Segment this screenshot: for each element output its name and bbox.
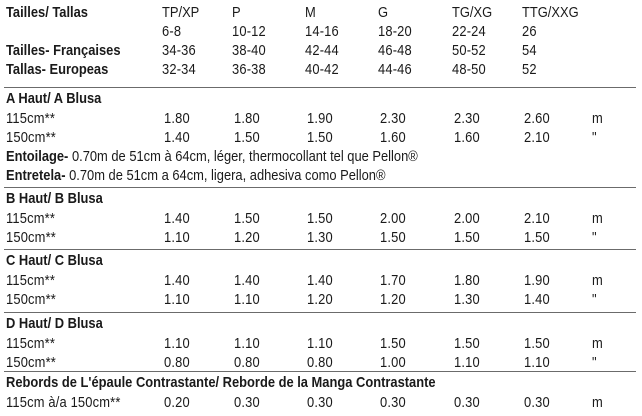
row-label-2-0: 115cm**	[6, 272, 56, 289]
value-2-0-0: 1.40	[164, 272, 190, 289]
unit-1-1: "	[592, 229, 597, 246]
size-eu-4: 48-50	[452, 61, 486, 78]
size-code-1: P	[232, 4, 241, 21]
interfacing-note-0	[6, 148, 418, 165]
value-1-0-1: 1.50	[234, 210, 260, 227]
interfacing-note-1	[6, 167, 385, 184]
size-eu-2: 40-42	[305, 61, 339, 78]
value-4-0-5: 0.30	[524, 394, 550, 411]
size-fr-4: 50-52	[452, 42, 486, 59]
value-2-0-1: 1.40	[234, 272, 260, 289]
value-4-0-4: 0.30	[454, 394, 480, 411]
size-range-0: 6-8	[162, 23, 182, 40]
value-3-1-5: 1.10	[524, 354, 550, 371]
section-title-1: B Haut/ B Blusa	[6, 190, 103, 207]
unit-2-0: m	[592, 272, 603, 289]
unit-3-0: m	[592, 335, 603, 352]
section-title-2: C Haut/ C Blusa	[6, 252, 103, 269]
size-code-2: M	[305, 4, 316, 21]
note-text: 0.70m de 51cm à 64cm, léger, thermocollant tel que Pellon®	[68, 148, 418, 165]
value-1-0-2: 1.50	[307, 210, 333, 227]
sizes-label: Tailles/ Tallas	[6, 4, 88, 21]
value-2-1-2: 1.20	[307, 291, 333, 308]
value-0-0-4: 2.30	[454, 110, 480, 127]
size-range-4: 22-24	[452, 23, 486, 40]
row-label-1-1: 150cm**	[6, 229, 56, 246]
value-2-1-4: 1.30	[454, 291, 480, 308]
size-range-1: 10-12	[232, 23, 266, 40]
value-2-0-4: 1.80	[454, 272, 480, 289]
value-4-0-1: 0.30	[234, 394, 260, 411]
value-3-1-2: 0.80	[307, 354, 333, 371]
value-3-0-5: 1.50	[524, 335, 550, 352]
value-1-1-1: 1.20	[234, 229, 260, 246]
size-code-4: TG/XG	[452, 4, 493, 21]
section-title-4: Rebords de L'épaule Contrastante/ Reborde de la Manga Contrastante	[6, 374, 436, 391]
size-eu-3: 44-46	[378, 61, 412, 78]
value-2-0-5: 1.90	[524, 272, 550, 289]
section-divider	[4, 371, 636, 372]
unit-3-1: "	[592, 354, 597, 371]
value-1-1-2: 1.30	[307, 229, 333, 246]
value-3-0-2: 1.10	[307, 335, 333, 352]
section-title-0: A Haut/ A Blusa	[6, 90, 102, 107]
size-fr-1: 38-40	[232, 42, 266, 59]
section-divider	[4, 312, 636, 313]
value-0-1-4: 1.60	[454, 129, 480, 146]
value-1-1-3: 1.50	[380, 229, 406, 246]
size-fr-5: 54	[522, 42, 537, 59]
value-2-0-2: 1.40	[307, 272, 333, 289]
value-4-0-2: 0.30	[307, 394, 333, 411]
value-0-0-5: 2.60	[524, 110, 550, 127]
size-code-5: TTG/XXG	[522, 4, 579, 21]
value-0-0-0: 1.80	[164, 110, 190, 127]
value-0-1-3: 1.60	[380, 129, 406, 146]
section-divider	[4, 87, 636, 88]
unit-4-0: m	[592, 394, 603, 411]
row-label-0-0: 115cm**	[6, 110, 56, 127]
note-text: 0.70m de 51cm a 64cm, ligera, adhesiva como Pellon®	[65, 167, 386, 184]
value-3-1-0: 0.80	[164, 354, 190, 371]
value-0-0-2: 1.90	[307, 110, 333, 127]
value-2-1-5: 1.40	[524, 291, 550, 308]
value-3-0-4: 1.50	[454, 335, 480, 352]
value-2-1-3: 1.20	[380, 291, 406, 308]
row-label-4-0: 115cm à/a 150cm**	[6, 394, 121, 411]
size-range-2: 14-16	[305, 23, 339, 40]
value-1-0-0: 1.40	[164, 210, 190, 227]
size-range-3: 18-20	[378, 23, 412, 40]
spanish-sizes-label: Tallas- Europeas	[6, 61, 109, 78]
value-0-1-5: 2.10	[524, 129, 550, 146]
value-1-1-4: 1.50	[454, 229, 480, 246]
size-fr-2: 42-44	[305, 42, 339, 59]
value-3-1-4: 1.10	[454, 354, 480, 371]
value-2-1-0: 1.10	[164, 291, 190, 308]
size-fr-0: 34-36	[162, 42, 196, 59]
value-1-0-4: 2.00	[454, 210, 480, 227]
size-code-3: G	[378, 4, 389, 21]
value-3-1-1: 0.80	[234, 354, 260, 371]
row-label-3-0: 115cm**	[6, 335, 56, 352]
unit-0-0: m	[592, 110, 603, 127]
size-range-5: 26	[522, 23, 537, 40]
unit-0-1: "	[592, 129, 597, 146]
section-divider	[4, 249, 636, 250]
unit-2-1: "	[592, 291, 597, 308]
size-eu-0: 32-34	[162, 61, 196, 78]
value-1-1-5: 1.50	[524, 229, 550, 246]
value-0-1-1: 1.50	[234, 129, 260, 146]
value-0-1-0: 1.40	[164, 129, 190, 146]
value-3-0-1: 1.10	[234, 335, 260, 352]
row-label-2-1: 150cm**	[6, 291, 56, 308]
value-0-1-2: 1.50	[307, 129, 333, 146]
unit-1-0: m	[592, 210, 603, 227]
size-code-0: TP/XP	[162, 4, 200, 21]
note-keyword: Entretela-	[6, 167, 66, 184]
row-label-1-0: 115cm**	[6, 210, 56, 227]
french-sizes-label: Tailles- Françaises	[6, 42, 121, 59]
row-label-3-1: 150cm**	[6, 354, 56, 371]
value-2-1-1: 1.10	[234, 291, 260, 308]
value-1-1-0: 1.10	[164, 229, 190, 246]
note-keyword: Entoilage-	[6, 148, 69, 165]
size-eu-1: 36-38	[232, 61, 266, 78]
size-eu-5: 52	[522, 61, 537, 78]
section-title-3: D Haut/ D Blusa	[6, 315, 103, 332]
value-3-0-0: 1.10	[164, 335, 190, 352]
value-4-0-3: 0.30	[380, 394, 406, 411]
value-3-1-3: 1.00	[380, 354, 406, 371]
value-4-0-0: 0.20	[164, 394, 190, 411]
value-0-0-1: 1.80	[234, 110, 260, 127]
size-fr-3: 46-48	[378, 42, 412, 59]
value-1-0-3: 2.00	[380, 210, 406, 227]
value-1-0-5: 2.10	[524, 210, 550, 227]
value-2-0-3: 1.70	[380, 272, 406, 289]
value-0-0-3: 2.30	[380, 110, 406, 127]
value-3-0-3: 1.50	[380, 335, 406, 352]
row-label-0-1: 150cm**	[6, 129, 56, 146]
section-divider	[4, 187, 636, 188]
